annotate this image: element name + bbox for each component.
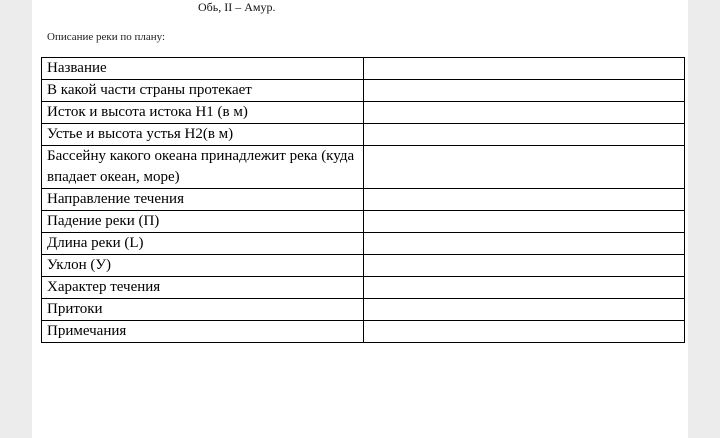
table-row [42,299,685,321]
row-label: Падение реки (П) [42,211,364,233]
row-label: Название [42,58,364,80]
row-label: Направление течения [42,189,364,211]
row-value [364,124,685,146]
row-value [364,255,685,277]
row-label: Примечания [42,321,364,343]
table-row [42,102,685,124]
row-value [364,211,685,233]
table-row [42,146,685,189]
row-value [364,277,685,299]
row-label: Исток и высота истока Н1 (в м) [42,102,364,124]
row-label: Устье и высота устья Н2(в м) [42,124,364,146]
intro-text: Описание реки по плану: [47,31,166,43]
row-value [364,58,685,80]
header-text: Обь, II – Амур. [198,0,276,14]
row-value [364,146,685,189]
row-value [364,299,685,321]
table-row [42,277,685,299]
row-label: Бассейну какого океана принадлежит река (куда впадает океан, море) [42,146,364,189]
table-row [42,255,685,277]
table-row [42,321,685,343]
row-value [364,189,685,211]
row-label: В какой части страны протекает [42,80,364,102]
table-row [42,233,685,255]
river-description-table [41,57,685,343]
table-row [42,58,685,80]
table-row [42,189,685,211]
row-label: Уклон (У) [42,255,364,277]
table-row [42,80,685,102]
row-label: Длина реки (L) [42,233,364,255]
table-row [42,124,685,146]
row-label: Притоки [42,299,364,321]
row-value [364,80,685,102]
table-row [42,211,685,233]
row-value [364,321,685,343]
row-value [364,102,685,124]
row-value [364,233,685,255]
row-label: Характер течения [42,277,364,299]
